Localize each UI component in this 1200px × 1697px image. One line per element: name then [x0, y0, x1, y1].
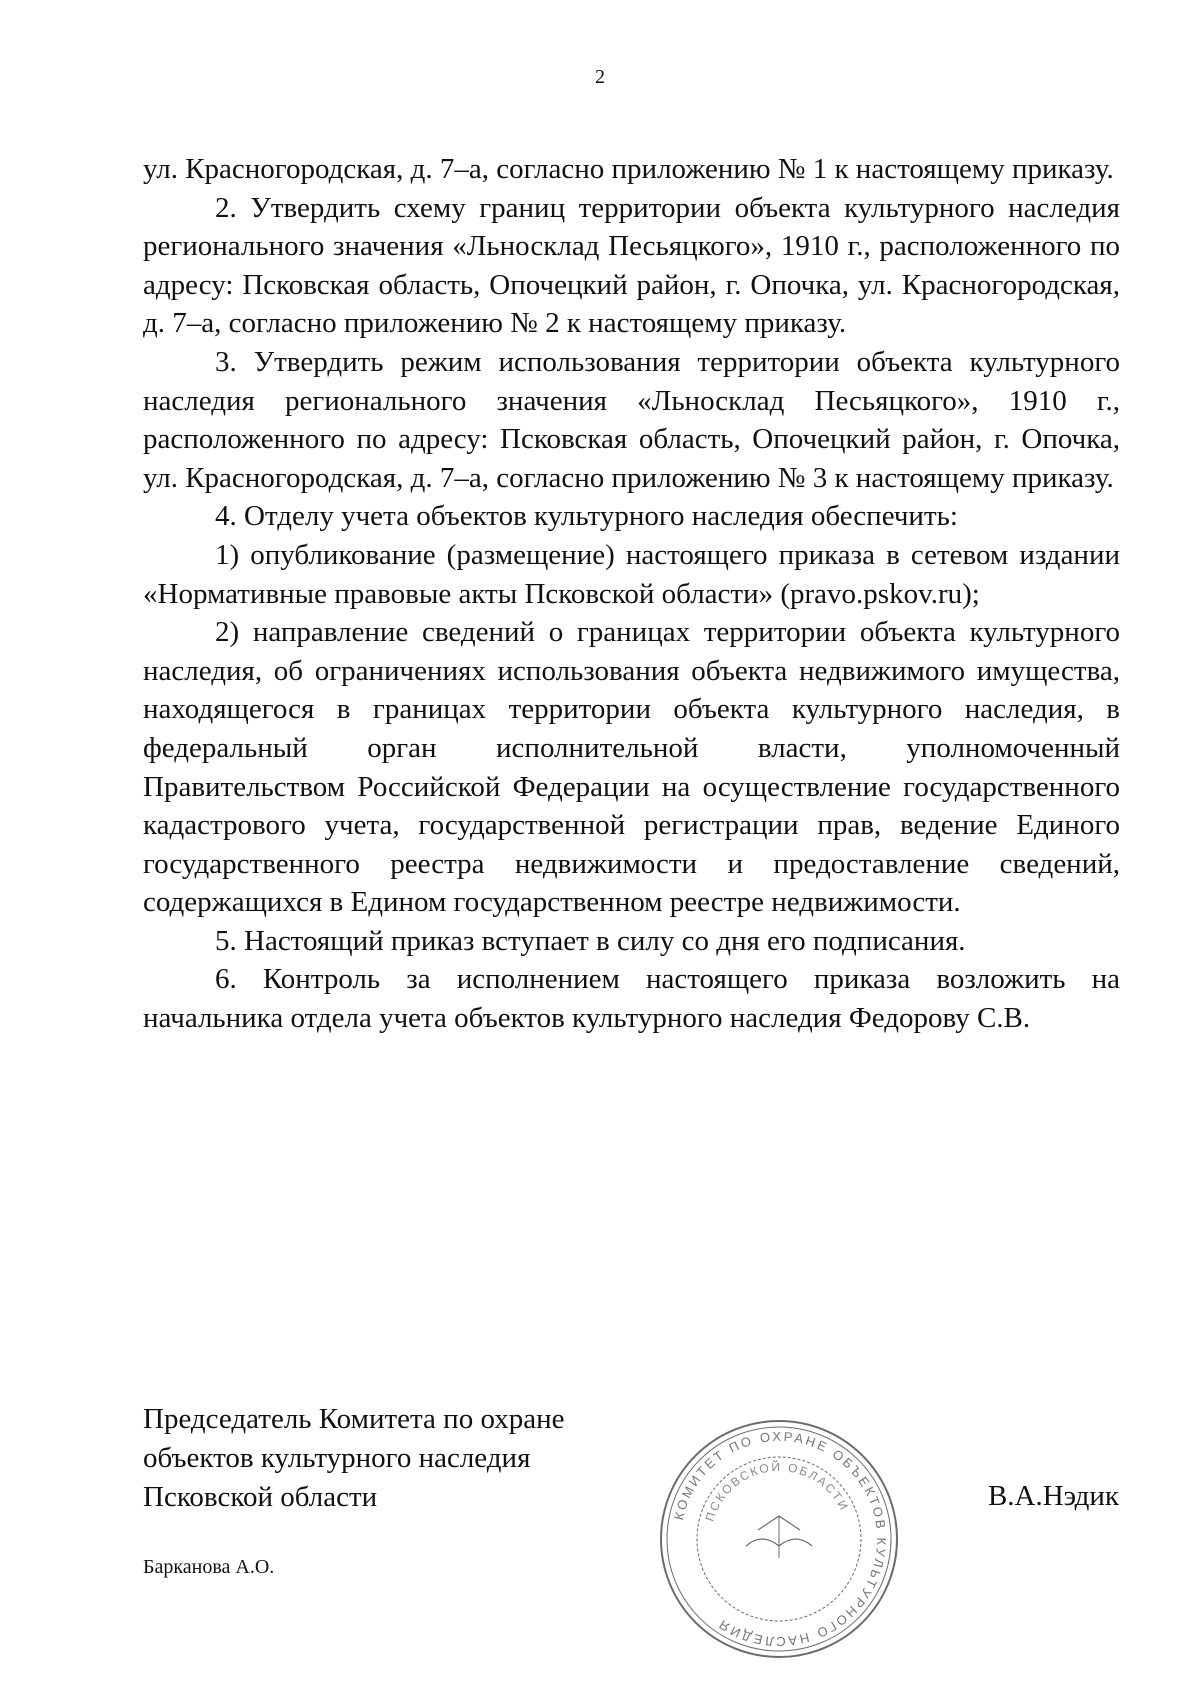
- official-seal-stamp: [658, 1418, 900, 1660]
- signatory-position-line: Председатель Комитета по охране: [143, 1403, 565, 1435]
- paragraph-item-6: 6. Контроль за исполнением настоящего приказа возложить на начальника отдела учета объектов культурного наследия Федорову С.В.: [143, 963, 1120, 1035]
- signatory-name: В.А.Нэдик: [987, 1480, 1119, 1512]
- signatory-position-line: Псковской области: [143, 1481, 378, 1513]
- executor-name: Барканова А.О.: [143, 1556, 275, 1578]
- document-body: [143, 150, 1120, 1038]
- paragraph-subitem-2: 2) направление сведений о границах территории объекта культурного наследия, об ограничениях использования объекта недвижимого имущества, находящегося в границах территории объекта культурного наследия, в федеральный орган исполнительной власти, уполномоченный Правительством Российской Федерации на осуществление государственного кадастрового учета, государственной регистрации прав, ведение Единого государственного реестра недвижимости и предоставление сведений, содержащихся в Едином государственном реестре недвижимости.: [143, 616, 1120, 919]
- page-number: 2: [595, 66, 605, 88]
- paragraph-item-5: 5. Настоящий приказ вступает в силу со дня его подписания.: [215, 924, 966, 957]
- signatory-position-line: объектов культурного наследия: [143, 1442, 531, 1474]
- paragraph-continuation: ул. Красногородская, д. 7–а, согласно приложению № 1 к настоящему приказу.: [143, 153, 1114, 185]
- paragraph-item-4: 4. Отделу учета объектов культурного наследия обеспечить:: [215, 500, 958, 533]
- seal-ring-text: КОМИТЕТ ПО ОХРАНЕ ОБЪЕКТОВ КУЛЬТУРНОГО НАСЛЕДИЯ: [670, 1428, 890, 1650]
- seal-inner-text: ПСКОВСКОЙ ОБЛАСТИ: [702, 1459, 852, 1524]
- paragraph-item-2: 2. Утвердить схему границ территории объекта культурного наследия регионального значения «Льносклад Песьяцкого», 1910 г., расположенного по адресу: Псковская область, Опочецкий район, г. Опочка, ул. Красногородская, д. 7–а, согласно приложению № 2 к настоящему приказу.: [143, 191, 1120, 340]
- paragraph-item-3: 3. Утвердить режим использования территории объекта культурного наследия регионального значения «Льносклад Песьяцкого», 1910 г., расположенного по адресу: Псковская область, Опочецкий район, г. Опочка, ул. Красногородская, д. 7–а, согласно приложению № 3 к настоящему приказу.: [143, 345, 1120, 494]
- signatory-position: [143, 1400, 565, 1517]
- paragraph-subitem-1: 1) опубликование (размещение) настоящего приказа в сетевом издании «Нормативные правовые акты Псковской области» (pravo.pskov.ru);: [143, 538, 1120, 610]
- seal-graphic: [658, 1418, 900, 1660]
